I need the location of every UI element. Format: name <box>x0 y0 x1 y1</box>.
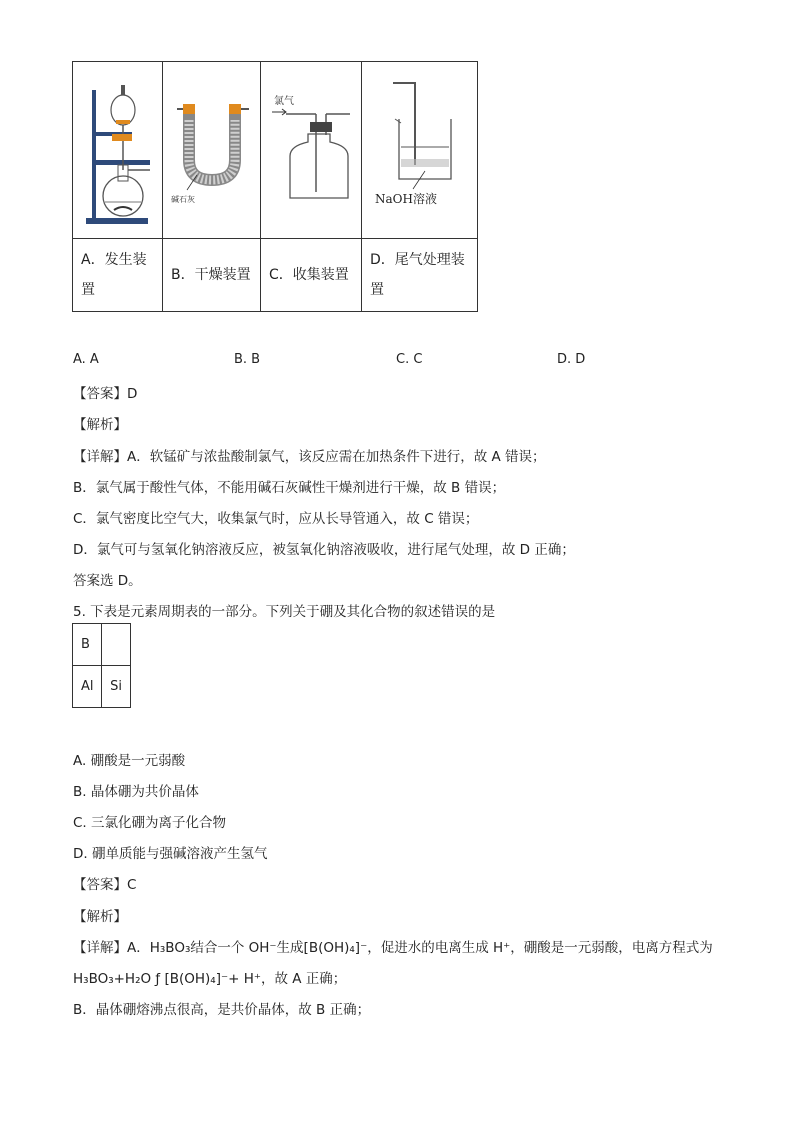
element-si: Si <box>102 666 131 708</box>
q5-option-b: B. 晶体硼为共价晶体 <box>73 784 199 800</box>
collector-cell <box>261 62 362 239</box>
dryer-cell <box>163 62 261 239</box>
caption-a: A．发生装置 <box>73 239 163 312</box>
lime-label: 碱石灰 <box>170 195 195 204</box>
q5-answer: 【答案】C <box>73 877 137 893</box>
element-empty <box>102 624 131 666</box>
chlorine-label: 氯气 <box>274 96 294 107</box>
q4-answer: 【答案】D <box>73 386 138 402</box>
caption-b: B．干燥装置 <box>163 239 261 312</box>
generator-cell <box>73 62 163 239</box>
element-al: Al <box>73 666 102 708</box>
q4-detail-d: D．氯气可与氢氧化钠溶液反应，被氢氧化钠溶液吸收，进行尾气处理，故 D 正确； <box>73 542 575 558</box>
q4-option-a: A. A <box>73 352 99 367</box>
q5-stem: 5. 下表是元素周期表的一部分。下列关于硼及其化合物的叙述错误的是 <box>73 604 496 620</box>
apparatus-table <box>72 61 478 312</box>
q5-detail-a-line1: 【详解】A．H₃BO₃结合一个 OH⁻生成[B(OH)₄]⁻，促进水的电离生成 H⁺，硼酸是一元弱酸，电离方程式为 <box>73 940 713 956</box>
q4-option-b: B. B <box>234 352 261 367</box>
q4-option-d: D. D <box>557 352 586 367</box>
q4-detail-c: C．氯气密度比空气大，收集氯气时，应从长导管通入，故 C 错误； <box>73 511 479 527</box>
element-b: B <box>73 624 102 666</box>
caption-c: C．收集装置 <box>261 239 362 312</box>
q5-option-c: C. 三氯化硼为离子化合物 <box>73 815 227 831</box>
q4-detail-a: 【详解】A．软锰矿与浓盐酸制氯气，该反应需在加热条件下进行，故 A 错误； <box>73 449 546 465</box>
q5-option-a: A. 硼酸是一元弱酸 <box>73 753 186 769</box>
generator-apparatus-icon <box>78 70 158 230</box>
q4-detail-b: B．氯气属于酸性气体，不能用碱石灰碱性干燥剂进行干燥，故 B 错误； <box>73 480 506 496</box>
periodic-table-fragment <box>72 623 131 708</box>
u-tube-dryer-icon <box>167 90 257 210</box>
gas-bottle-icon <box>264 90 358 210</box>
naoh-label: NaOH溶液 <box>374 192 437 206</box>
tail-gas-cell <box>362 62 478 239</box>
q4-analysis-heading: 【解析】 <box>73 417 127 433</box>
q5-detail-a-line2: H₃BO₃+H₂O ƒ [B(OH)₄]⁻+ H⁺，故 A 正确； <box>73 971 347 987</box>
q4-conclusion: 答案选 D。 <box>73 573 142 589</box>
q5-detail-b: B．晶体硼熔沸点很高，是共价晶体，故 B 正确； <box>73 1002 371 1018</box>
beaker-icon <box>365 75 475 225</box>
caption-d: D．尾气处理装置 <box>362 239 478 312</box>
q5-option-d: D. 硼单质能与强碱溶液产生氢气 <box>73 846 268 862</box>
q4-option-c: C. C <box>396 352 423 367</box>
q5-analysis-heading: 【解析】 <box>73 909 127 925</box>
